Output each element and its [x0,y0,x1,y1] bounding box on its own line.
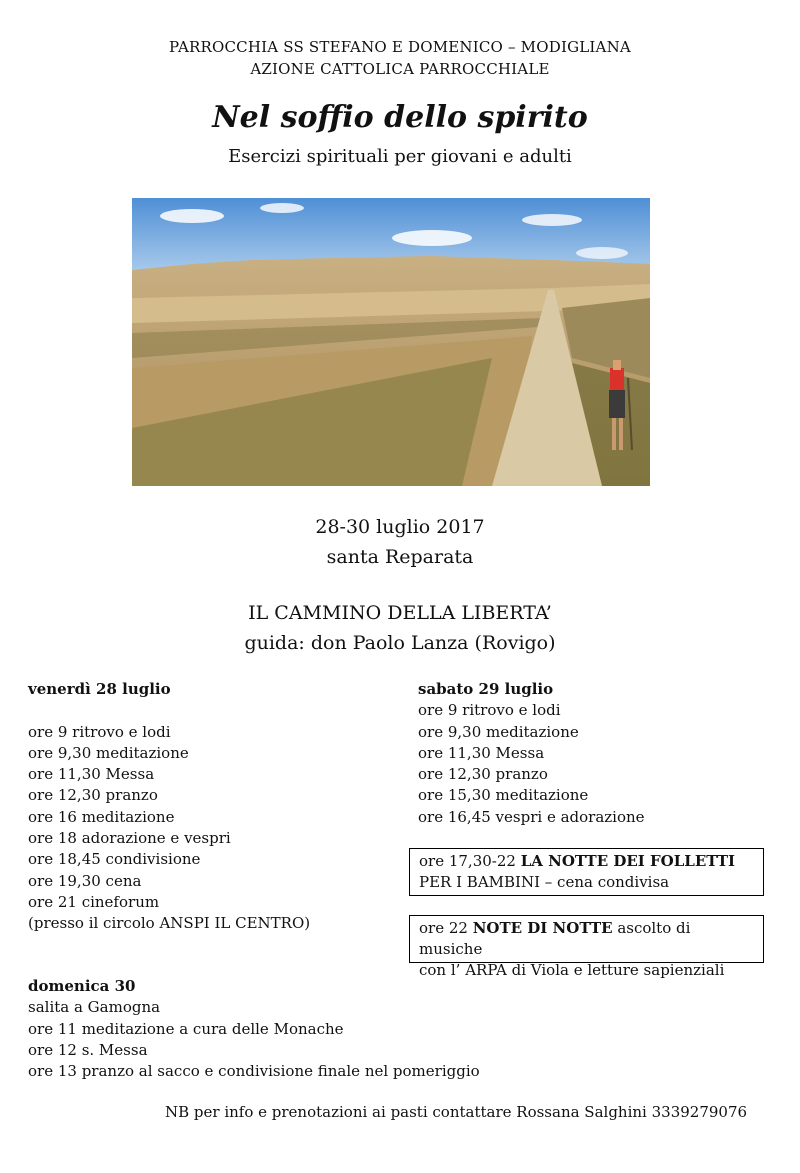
saturday-heading: sabato 29 luglio [418,680,554,698]
sunday-schedule [28,976,768,1082]
schedule-item: ore 12 s. Messa [28,1040,148,1059]
schedule-item: ore 19,30 cena [28,871,142,890]
schedule-item: ore 16,45 vespri e adorazione [418,807,645,826]
children-night-line2: PER I BAMBINI – cena condivisa [419,873,670,891]
contact-note: NB per info e prenotazioni ai pasti contattare Rossana Salghini 3339279076 [165,1103,748,1121]
schedule-item: ore 12,30 pranzo [418,765,548,784]
music-night-time: ore 22 [419,919,473,937]
schedule-item: ore 9,30 meditazione [28,743,189,762]
schedule-item: ore 18,45 condivisione [28,850,201,869]
pilgrim-path-photo [132,198,650,486]
schedule-item: ore 11,30 Messa [418,743,545,762]
children-night-box [409,848,764,896]
association-name: AZIONE CATTOLICA PARROCCHIALE [250,60,550,78]
schedule-item: ore 21 cineforum [28,892,160,911]
schedule-item: ore 13 pranzo al sacco e condivisione finale nel pomeriggio [28,1062,480,1081]
children-night-line1 [419,851,755,872]
schedule-item: ore 16 meditazione [28,807,175,826]
event-guide: guida: don Paolo Lanza (Rovigo) [244,632,556,654]
schedule-item: ore 12,30 pranzo [28,786,158,805]
schedule-item: (presso il circolo ANSPI IL CENTRO) [28,914,311,933]
event-dates: 28-30 luglio 2017 [315,516,485,538]
schedule-item: ore 18 adorazione e vespri [28,829,231,848]
friday-schedule [28,679,398,935]
schedule-item: ore 15,30 meditazione [418,786,589,805]
event-place: santa Reparata [326,546,474,568]
page-title: Nel soffio dello spirito [212,100,588,135]
music-night-line1 [419,918,755,960]
parish-name: PARROCCHIA SS STEFANO E DOMENICO – MODIGLIANA [169,38,631,56]
sunday-heading: domenica 30 [28,977,136,995]
music-night-line2: con l’ ARPA di Viola e letture sapienziali [419,961,725,979]
saturday-schedule [418,679,778,828]
music-night-title: NOTE DI NOTTE [472,919,613,937]
schedule-item: ore 9,30 meditazione [418,722,579,741]
schedule-item: salita a Gamogna [28,998,161,1017]
music-night-desc: ascolto di musiche [419,919,691,958]
event-theme: IL CAMMINO DELLA LIBERTA’ [248,602,552,624]
schedule-item: ore 11 meditazione a cura delle Monache [28,1019,344,1038]
children-night-time: ore 17,30-22 [419,852,521,870]
friday-heading: venerdì 28 luglio [28,680,171,698]
page-subtitle: Esercizi spirituali per giovani e adulti [228,146,572,167]
schedule-item: ore 11,30 Messa [28,765,155,784]
schedule-item: ore 9 ritrovo e lodi [28,722,171,741]
music-night-box [409,915,764,979]
children-night-title: LA NOTTE DEI FOLLETTI [520,852,736,870]
schedule-item: ore 9 ritrovo e lodi [418,701,561,720]
